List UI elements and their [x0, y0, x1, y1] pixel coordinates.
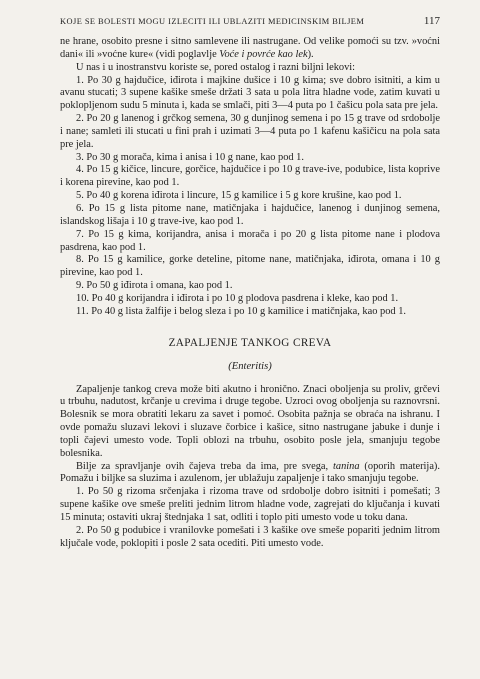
intro-paragraph — [60, 36, 440, 62]
intro-italic-reference: Voće i povrće kao lek — [219, 48, 308, 60]
remedy-item: 2. Po 20 g lanenog i grčkog semena, 30 g dunjinog semena i po 15 g trave od srdobolje i nane; samleti ili stucati u fini prah i uzimati 3—4 puta po 1 kafenu kašičicu na pola sata pre jela. — [60, 113, 440, 150]
page-number: 117 — [423, 15, 440, 27]
remedy-item: 9. Po 50 g iđirota i omana, kao pod 1. — [76, 280, 233, 292]
remedy-item: 11. Po 40 g lista žalfije i belog sleza i po 10 g kamilice i matičnjaka, kao pod 1. — [76, 305, 407, 317]
paragraph-text-before: Bilje za spravljanje ovih čajeva treba da ima, pre svega, — [76, 460, 333, 472]
intro-text-after: ). — [307, 48, 314, 60]
section-remedy-item: 1. Po 50 g rizoma srčenjaka i rizoma trave od srdobolje dobro isitniti i pomešati; 3 supene kašike ove smeše preliti jednim litrom hladne vode, zagrejati do ključanja i kuvati 15 minuta; ostaviti ukraj štednjaka 1 sat, odliti i toplo piti umesto vode u toku dana. — [60, 486, 440, 523]
section-title: ZAPALJENJE TANKOG CREVA — [168, 336, 332, 349]
section-paragraph: Zapaljenje tankog creva može biti akutno i hronično. Znaci oboljenja su proliv, grčevi u trbuhu, nadutost, krčanje u crevima i druge tegobe. Uzroci ovog oboljenja su raznovrsni. Bolesnik se mora obratiti lekaru za savet i pomoć. Osobita pažnja se obraća na ishranu. I ovde pomažu sluzavi lekovi i sluzave čorbice i kašice, sitno nastrugane jabuke i dunje i topli čajevi umesto vode. Topli oblozi na trbuhu, osobito posle jela, smanjuju tegobe bolesnika. — [60, 383, 440, 459]
remedy-item: 10. Po 40 g korijandra i iđirota i po 10 g plodova pasdrena i kleke, kao pod 1. — [76, 292, 399, 304]
remedy-item: 6. Po 15 g lista pitome nane, matičnjaka i hajdučice, lanenog i dunjinog semena, islandskog lišaja i 10 g trave-ive, kao pod 1. — [60, 202, 440, 227]
running-title: KOJE SE BOLESTI MOGU IZLECITI ILI UBLAZITI MEDICINSKIM BILJEM — [60, 17, 365, 26]
section-paragraph — [60, 461, 440, 487]
page-header — [60, 15, 440, 27]
remedy-item: 7. Po 15 g kima, korijandra, anisa i morača i po 20 g lista pitome nane i plodova pasdrena, kao pod 1. — [60, 228, 440, 253]
paragraph-italic-term: tanina — [333, 460, 360, 472]
remedy-item: 3. Po 30 g morača, kima i anisa i 10 g nane, kao pod 1. — [76, 151, 304, 163]
intro-text-before: ne hrane, osobito presne i sitno samlevene ili nastrugane. Od velike pomoći su tzv. »voćni dani« ili »voćne kure« (vidi poglavlje — [60, 36, 440, 60]
remedy-item: 8. Po 15 g kamilice, gorke deteline, pitome nane, matičnjaka, iđirota, omana i 10 g pirevine, kao pod 1. — [60, 254, 440, 279]
remedy-intro: U nas i u inostranstvu koriste se, pored ostalog i razni biljni lekovi: — [76, 61, 356, 73]
paragraph-text-after: (oporih materija). Pomažu i biljke sa sluzima i azulenom, jer ublažuju zapaljenje i tako smanjuju tegobe. — [60, 460, 440, 485]
remedy-item: 5. Po 40 g korena iđirota i lincure, 15 g kamilice i 5 g kore krušine, kao pod 1. — [76, 190, 402, 202]
remedy-item: 4. Po 15 g kičice, lincure, gorčice, hajdučice i po 10 g trave-ive, podubice, lista koprive i korena pirevine, kao pod 1. — [60, 164, 440, 189]
section-remedy-item: 2. Po 50 g podubice i vranilovke pomešati i 3 kašike ove smeše popariti jednim litrom ključale vode, poklopiti i posle 2 sata ocediti. Piti umesto vode. — [60, 524, 440, 549]
remedy-item: 1. Po 30 g hajdučice, iđirota i majkine dušice i 10 g kima; sve dobro isitniti, a kim u avanu stucati; 3 supene kašike smeše držati 3 sata u pola litra hladne vode, zatim kuvati u poklopljenom sudu 5 minuta i, kada se smlači, piti 3—4 puta po 1 čašicu pola sata pre jela. — [60, 74, 440, 112]
section-subtitle: (Enteritis) — [228, 360, 272, 372]
